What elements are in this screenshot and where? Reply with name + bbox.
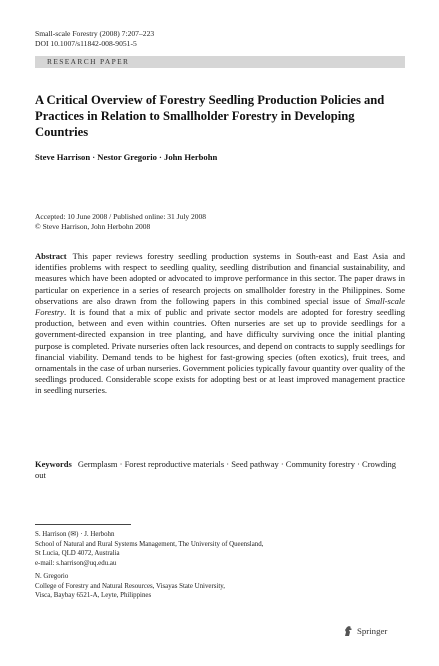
affiliation-2-names: N. Gregorio bbox=[35, 573, 69, 580]
affiliation-2-line1: College of Forestry and Natural Resources, Visayas State University, bbox=[35, 582, 225, 590]
abstract bbox=[35, 251, 405, 397]
affiliation-2 bbox=[35, 572, 405, 601]
abstract-text-part2: . It is found that a mix of public and private sector models are adopted for forestry seedling production, between and even within countries. Often nurseries are set up to provide seedlings for a government-directed expansion in tree planting, and have difficulty surviving once the initial planting purpose is completed. Private nurseries often lack resources, and depend on contracts to supply seedlings for financial viability. Demand tends to be highest for fast-growing species (often exotics), fruit trees, and ornamentals in the case of urban nurseries. Government policies typically favour quantity over quality of the seedlings produced. Considerable scope exists for adopting best or at least improved management practice in seedling nurseries. bbox=[35, 307, 405, 396]
springer-horse-icon bbox=[343, 625, 354, 637]
affiliation-1 bbox=[35, 530, 405, 568]
keywords-text: Germplasm · Forest reproductive materials · Seed pathway · Community forestry · Crowding out bbox=[35, 459, 397, 481]
doi[interactable]: DOI 10.1007/s11842-008-9051-5 bbox=[35, 39, 137, 48]
keywords-heading: Keywords bbox=[35, 459, 72, 469]
affiliation-1-names: S. Harrison (✉) · J. Herbohn bbox=[35, 531, 115, 538]
journal-citation: Small-scale Forestry (2008) 7:207–223 bbox=[35, 29, 155, 38]
accepted-published-line: Accepted: 10 June 2008 / Published online: 31 July 2008 bbox=[35, 212, 207, 221]
abstract-text-part1: This paper reviews forestry seedling production systems in South-east and East Asia and identifies problems with respect to seedling quality, seedling distribution and financial sustainability, and measures which have been adopted or advocated to improve performance in this sector. The paper draws in particular on experience in a series of research projects on smallholder forestry in the Philippines. Some observations are also drawn from the following papers in this combined special issue of bbox=[35, 251, 405, 306]
affiliation-1-email[interactable]: e-mail: s.harrison@uq.edu.au bbox=[35, 559, 117, 567]
abstract-heading: Abstract bbox=[35, 251, 67, 261]
publication-dates bbox=[35, 212, 206, 232]
article-type-label: RESEARCH PAPER bbox=[47, 57, 130, 66]
journal-info bbox=[35, 29, 154, 49]
affiliation-1-line2: St Lucia, QLD 4072, Australia bbox=[35, 550, 120, 558]
affiliation-2-line2: Visca, Baybay 6521-A, Leyte, Philippines bbox=[35, 592, 152, 600]
author-list: Steve Harrison · Nestor Gregorio · John Herbohn bbox=[35, 152, 218, 162]
publisher-logo bbox=[343, 624, 387, 638]
keywords bbox=[35, 459, 405, 481]
article-title: A Critical Overview of Forestry Seedling Production Policies and Practices in Relation to Smallholder Forestry in Developing Countries bbox=[35, 93, 385, 139]
copyright-line: © Steve Harrison, John Herbohn 2008 bbox=[35, 222, 151, 231]
footnote-rule bbox=[35, 524, 131, 525]
affiliation-1-line1: School of Natural and Rural Systems Management, The University of Queensland, bbox=[35, 540, 264, 548]
abstract-journal-name: Small-scale Forestry bbox=[35, 295, 405, 318]
article-type-banner bbox=[35, 56, 405, 68]
publisher-name: Springer bbox=[357, 626, 388, 636]
